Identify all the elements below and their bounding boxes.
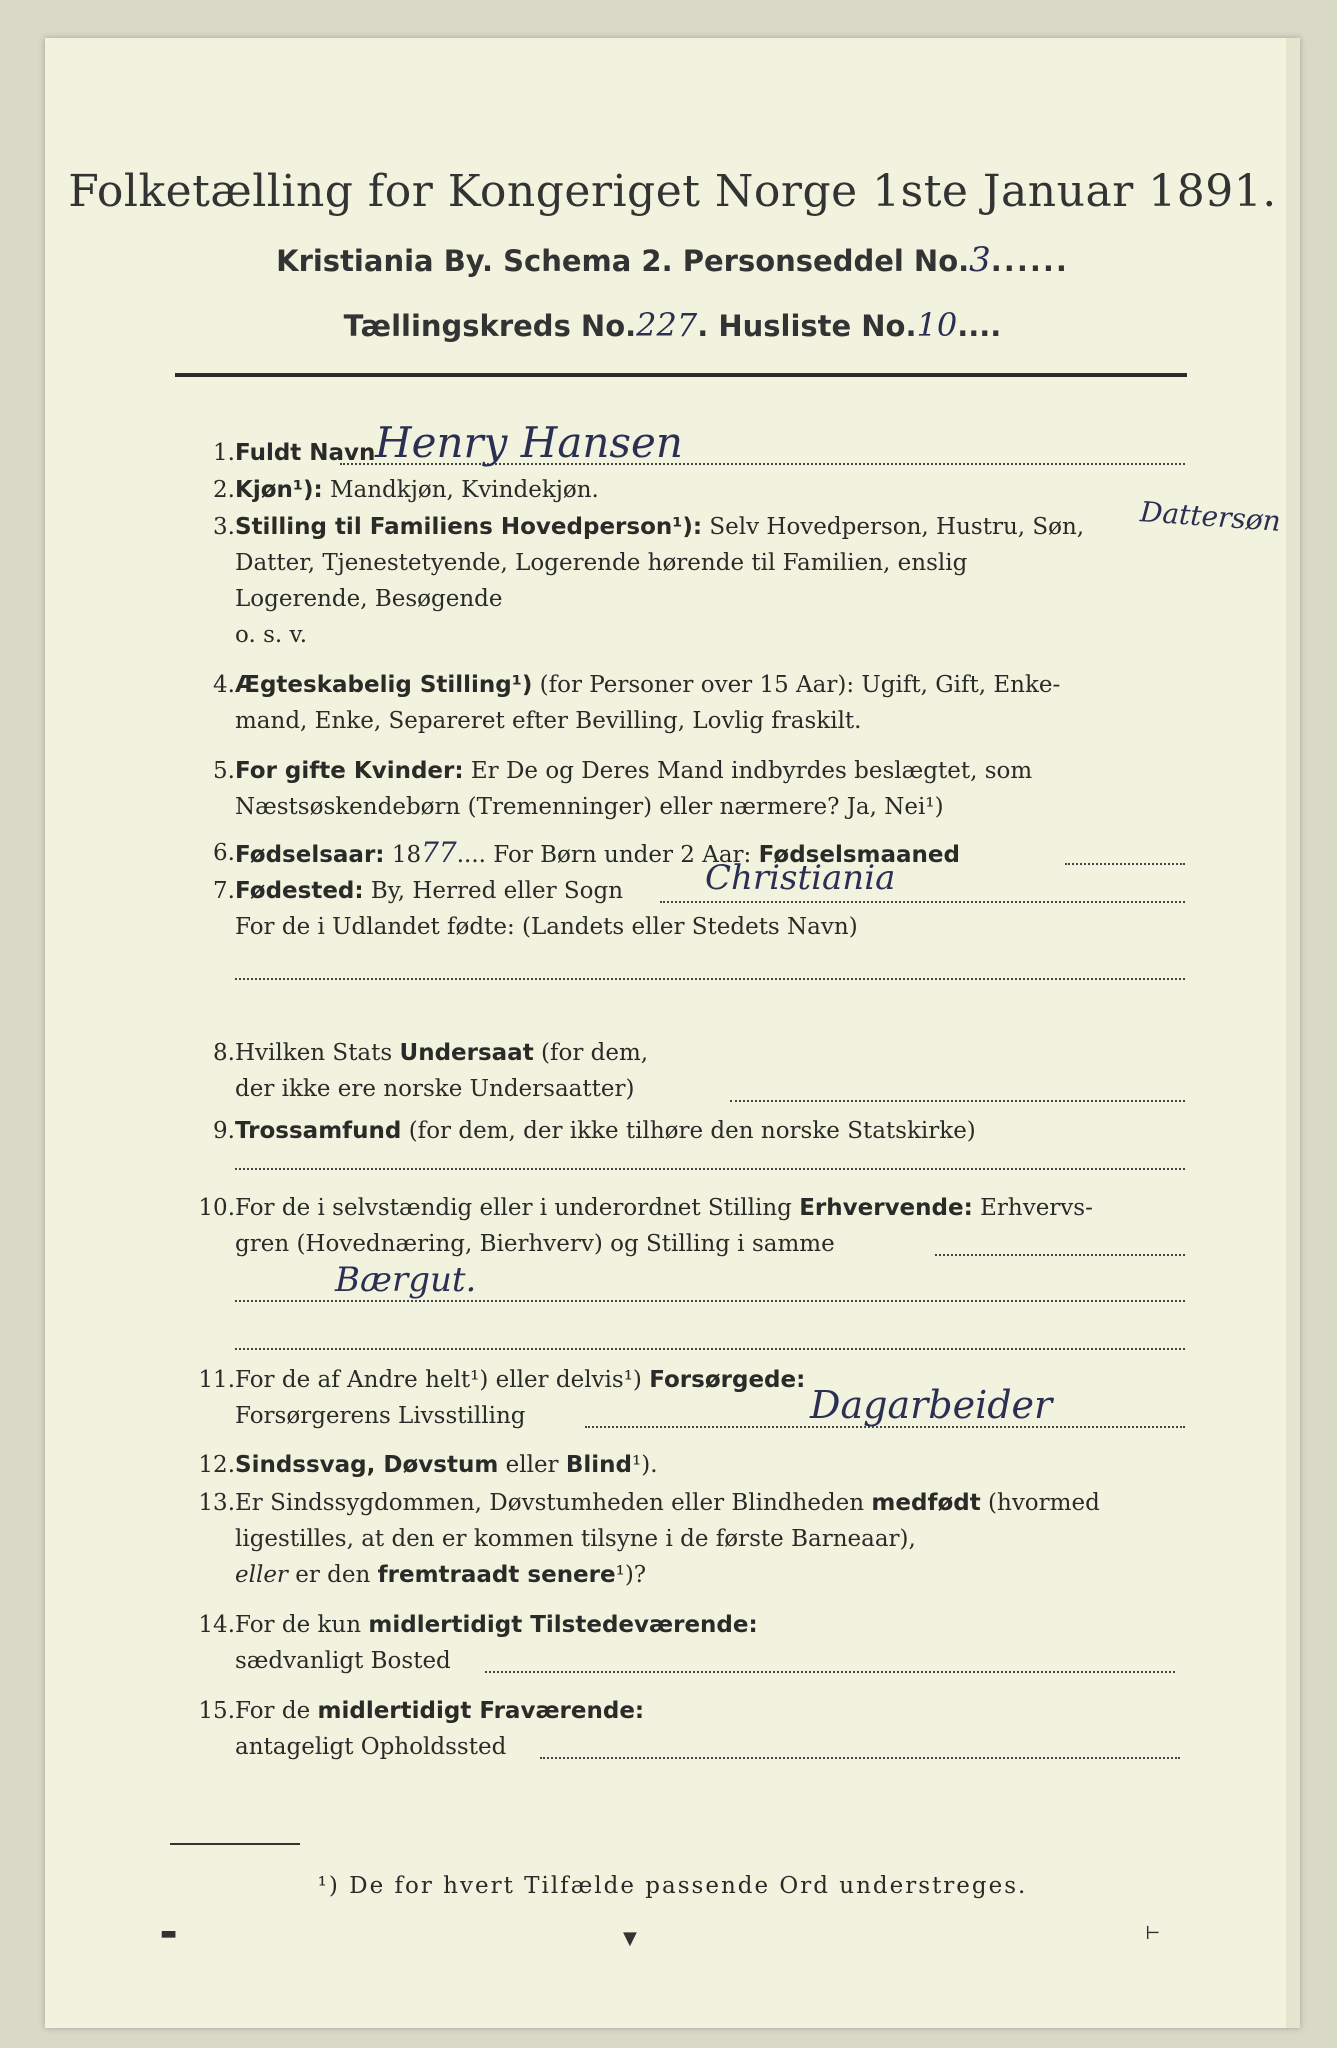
item-11-provider-occupation: Dagarbeider xyxy=(810,1383,1053,1427)
footnote: ¹) De for hvert Tilfælde passende Ord understreges. xyxy=(317,1873,1028,1899)
item-10-occupation: Bærgut. xyxy=(335,1260,477,1300)
form-district-line: Tællingskreds No.227. Husliste No.10.... xyxy=(343,306,1002,344)
item-7-birthplace: Christiania xyxy=(705,858,896,898)
item-3-handwritten: Dattersøn xyxy=(1139,495,1282,538)
census-form-page: Folketælling for Kongeriget Norge 1ste Januar 1891. Kristiania By. Schema 2. Personseddel No.3...... Tællingskreds No.227. Husliste No.10.... 1. Fuldt Navn Henry Hansen 2. Kjøn¹): Mandkjøn, Kvindekjøn. 3. Stilling til Familiens Hovedperson¹): Selv Hovedperson, Hustru, Søn, Dattersøn Datter, Tjenestetyende, Logerende hørende til Familien, enslig Logerende, Besøgende o. s. v. 4. Ægteskabelig Stilling¹) (for Personer over 15 Aar): Ugift, Gift, Enke- mand, Enke, Separeret efter Bevilling, Lovlig fraskilt. 5. For gifte Kvinder: Er De og Deres Mand indbyrdes beslægtet, som Næstsøskendebørn (Tremenninger) eller nærmere? Ja, Nei¹) 6. Fødselsaar: 1877.... For Børn under 2 Aar: Fødselsmaaned 7. Fødested: By, Herred eller Sogn Christiania For de i Udlandet fødte: (Landets eller Stedets Navn) 8. Hvilken Stats Undersaat (for dem, der ikke ere norske Undersaatter) 9. Trossamfund (for dem, der ikke tilhøre den norske Statskirke) 10. For de i selvstændig eller i underordnet Stilling Erhvervende: Erhvervs- gren (Hovednæring, Bierhverv) og Stilling i samme Bærgut. 11. For de af Andre helt¹) eller delvis¹) Forsørgede: Forsørgerens Livsstilling Dagarbeider 12. Sindssvag, Døvstum eller Blind¹). 13. Er Sindssygdommen, Døvstumheden eller Blindheden medfødt (hvormed ligestilles, at den er kommen tilsyne i de første Barneaar), eller er den fremtraadt senere¹)? 14. For de kun midlertidigt Tilstedeværende: sædvanligt Bosted 15. For de midlertidigt Fraværende: antageligt Opholdssted ¹) De for hvert Tilfælde passende Ord understreges. ▬ ▼ ⊢ xyxy=(45,38,1300,2028)
taellingskreds-number: 227 xyxy=(636,306,698,344)
center-mark-icon: ▼ xyxy=(623,1928,637,1949)
schema-label: Kristiania By. Schema 2. Personseddel No. xyxy=(276,244,970,278)
personseddel-number: 3 xyxy=(969,240,991,280)
item-2-options: Mandkjøn, Kvindekjøn. xyxy=(329,477,599,503)
item-6-birth-year: 77 xyxy=(421,836,457,869)
husliste-number: 10 xyxy=(916,306,958,344)
footnote-rule xyxy=(170,1843,300,1845)
header-rule xyxy=(175,373,1187,377)
form-title: Folketælling for Kongeriget Norge 1ste Januar 1891. xyxy=(68,166,1277,217)
husliste-label: Husliste No. xyxy=(718,309,917,343)
item-1-label: Fuldt Navn xyxy=(235,440,376,466)
item-1-handwritten-name: Henry Hansen xyxy=(375,418,683,467)
corner-mark-right-icon: ⊢ xyxy=(1145,1923,1161,1944)
corner-mark-left-icon: ▬ xyxy=(160,1923,178,1944)
taellingskreds-label: Tællingskreds No. xyxy=(343,309,637,343)
form-subtitle: Kristiania By. Schema 2. Personseddel No.3...... xyxy=(276,240,1069,280)
